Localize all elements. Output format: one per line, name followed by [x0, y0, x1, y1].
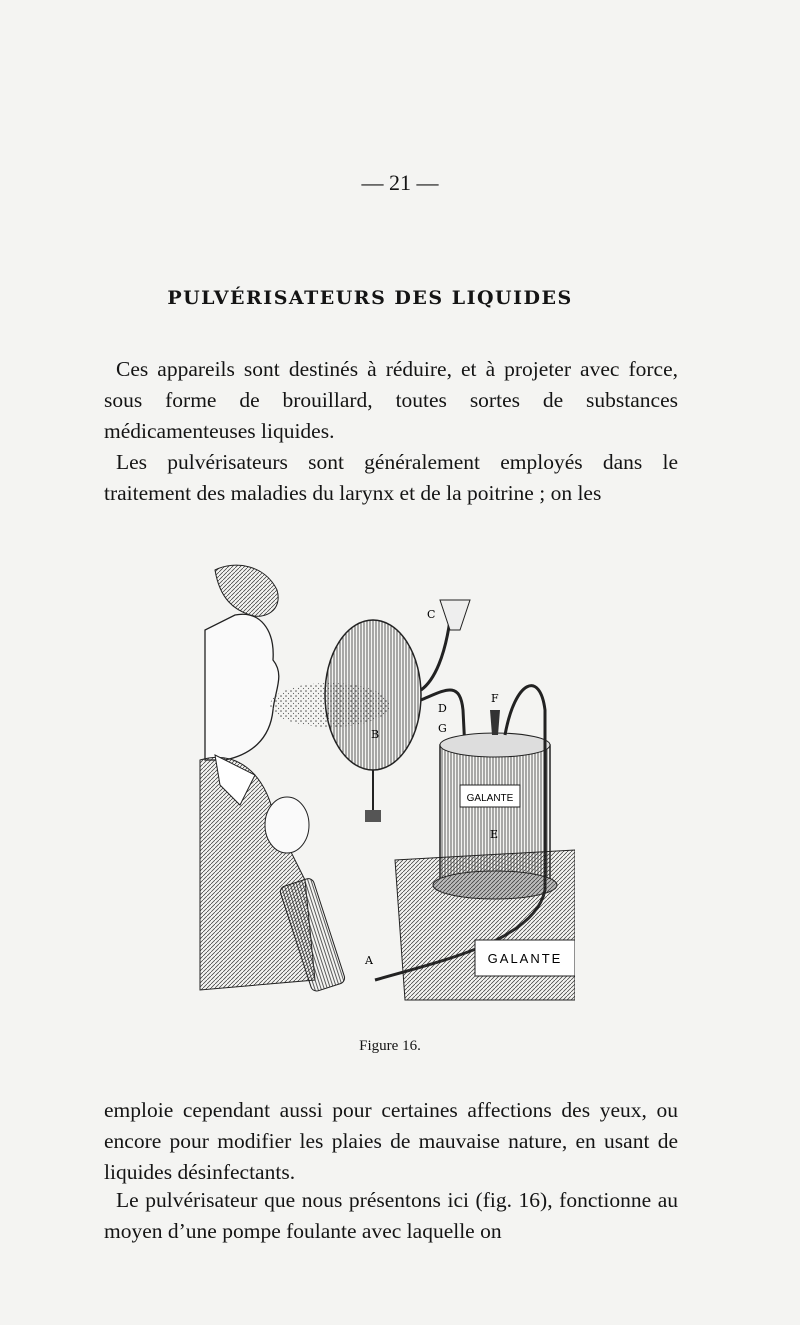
box-brand-label: GALANTE: [487, 951, 563, 966]
man-face: [205, 614, 279, 760]
label-d: D: [438, 702, 447, 715]
label-e: E: [490, 828, 499, 841]
man-hand: [265, 797, 309, 853]
page-number: — 21 —: [361, 170, 439, 195]
tank-brand-label: GALANTE: [466, 793, 514, 804]
paragraph-1: Ces appareils sont destinés à réduire, et à projeter avec force, sous forme de brouillard, toutes sortes de substances médicamenteuses liquides.: [104, 357, 678, 443]
section-heading: PULVÉRISATEURS DES LIQUIDES: [167, 287, 573, 309]
paragraph-2: Les pulvérisateurs sont généralement employés dans le traitement des maladies du larynx et de la poitrine ; on les: [104, 450, 678, 505]
label-b: B: [371, 728, 380, 741]
label-f: F: [491, 692, 499, 705]
pulverizer-engraving: [195, 560, 575, 1010]
figure-caption: Figure 16.: [359, 1038, 421, 1054]
man-jacket: [200, 758, 315, 991]
figure-illustration: [195, 560, 575, 1010]
man-hair: [215, 565, 278, 616]
label-g: G: [438, 722, 447, 735]
label-c: C: [427, 608, 436, 621]
shield-disc: [325, 620, 421, 770]
paragraph-3: emploie cependant aussi pour certaines affections des yeux, ou encore pour modifier les plaies de mauvaise nature, en usant de liquides désinfectants.: [104, 1098, 678, 1184]
paragraph-4: Le pulvérisateur que nous présentons ici (fig. 16), fonctionne au moyen d’une pompe foulante avec laquelle on: [104, 1188, 678, 1243]
label-a: A: [365, 954, 373, 967]
